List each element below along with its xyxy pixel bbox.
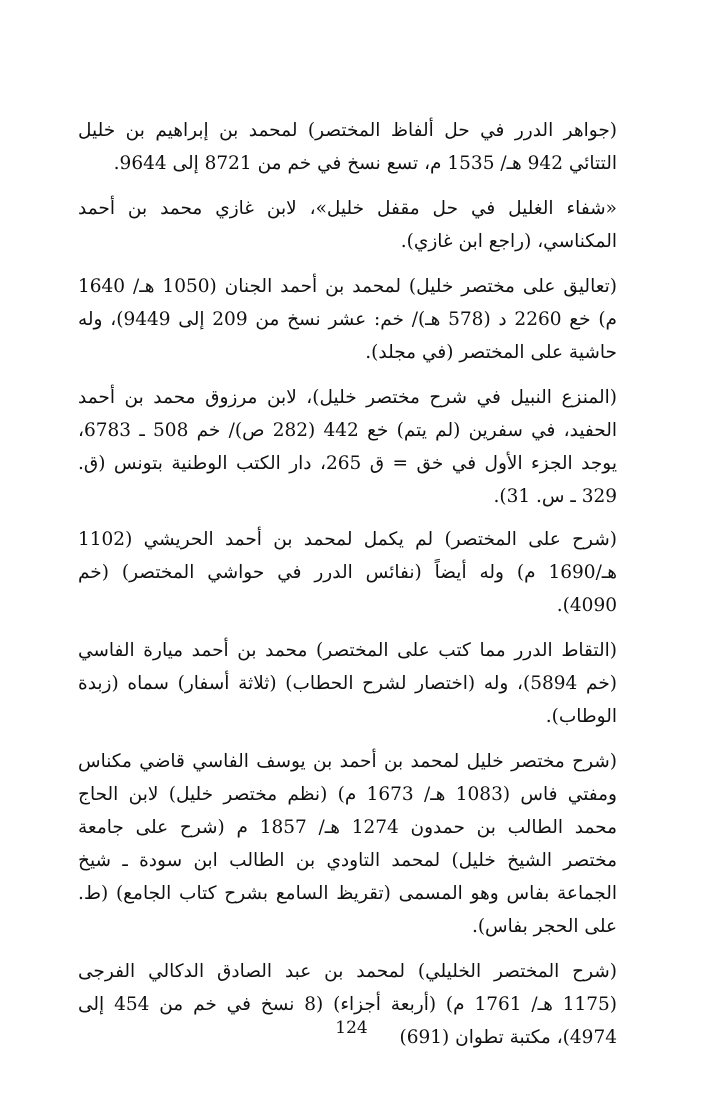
entry-al-manzaa-al-nabil: (المنزع النبيل في شرح مختصر خليل)، لابن مرزوق محمد بن أحمد الحفيد، في سفرين (لم يتم) خع 442 (282 ص)/ خم 508 ـ 6783، يوجد الجزء الأول في خق = ق 265، دار الكتب الوطنية بتونس (ق. 329 ـ س. 31).	[78, 387, 618, 507]
page-number: 124	[335, 1018, 368, 1038]
entry-shifa-al-ghalil: «شفاء الغليل في حل مقفل خليل»، لابن غازي محمد بن أحمد المكناسي، (راجع ابن غازي).	[78, 198, 617, 252]
entry-sharh-al-dukkali: (شرح المختصر الخليلي) لمحمد بن عبد الصادق الدكالي الفرجى (1175 هـ/ 1761 م) (أربعة أجزاء) (8 نسخ في خم من 454 إلى 4974)، مكتبة تطوان (691)	[78, 961, 617, 1048]
entry-tawahir-al-durar: (جواهر الدرر في حل ألفاظ المختصر) لمحمد بن إبراهيم بن خليل التتائي 942 هـ/ 1535 م، تسع نسخ في خم من 8721 إلى 9644.	[78, 120, 617, 174]
entry-sharh-al-fasi: (شرح مختصر خليل لمحمد بن أحمد بن يوسف الفاسي قاضي مكناس ومفتي فاس (1083 هـ/ 1673 م) (نظم مختصر خليل) لابن الحاج محمد الطالب بن حمدون 1274 هـ/ 1857 م (شرح على جامعة مختصر الشيخ خليل) لمحمد التاودي بن الطالب ابن سودة ـ شيخ الجماعة بفاس وهو المسمى (تقريظ السامع بشرح كتاب الجامع) (ط. على الحجر بفاس).	[78, 751, 618, 937]
entry-sharh-al-harishi: (شرح على المختصر) لم يكمل لمحمد بن أحمد الحريشي (1102 هـ/1690 م) وله أيضاً (نفائس الدرر في حواشي المختصر) (خم 4090).	[78, 529, 617, 616]
entry-iltiqat-al-durar: (التقاط الدرر مما كتب على المختصر) محمد بن أحمد ميارة الفاسي (خم 5894)، وله (اختصار لشرح الحطاب) (ثلاثة أسفار) سماه (زبدة الوطاب).	[78, 640, 617, 727]
page-body	[78, 114, 617, 1066]
entry-taaliq-al-jannan: (تعاليق على مختصر خليل) لمحمد بن أحمد الجنان (1050 هـ/ 1640 م) خع 2260 د (578 هـ)/ خم: عشر نسخ من 209 إلى 9449)، وله حاشية على المختصر (في مجلد).	[78, 276, 617, 363]
